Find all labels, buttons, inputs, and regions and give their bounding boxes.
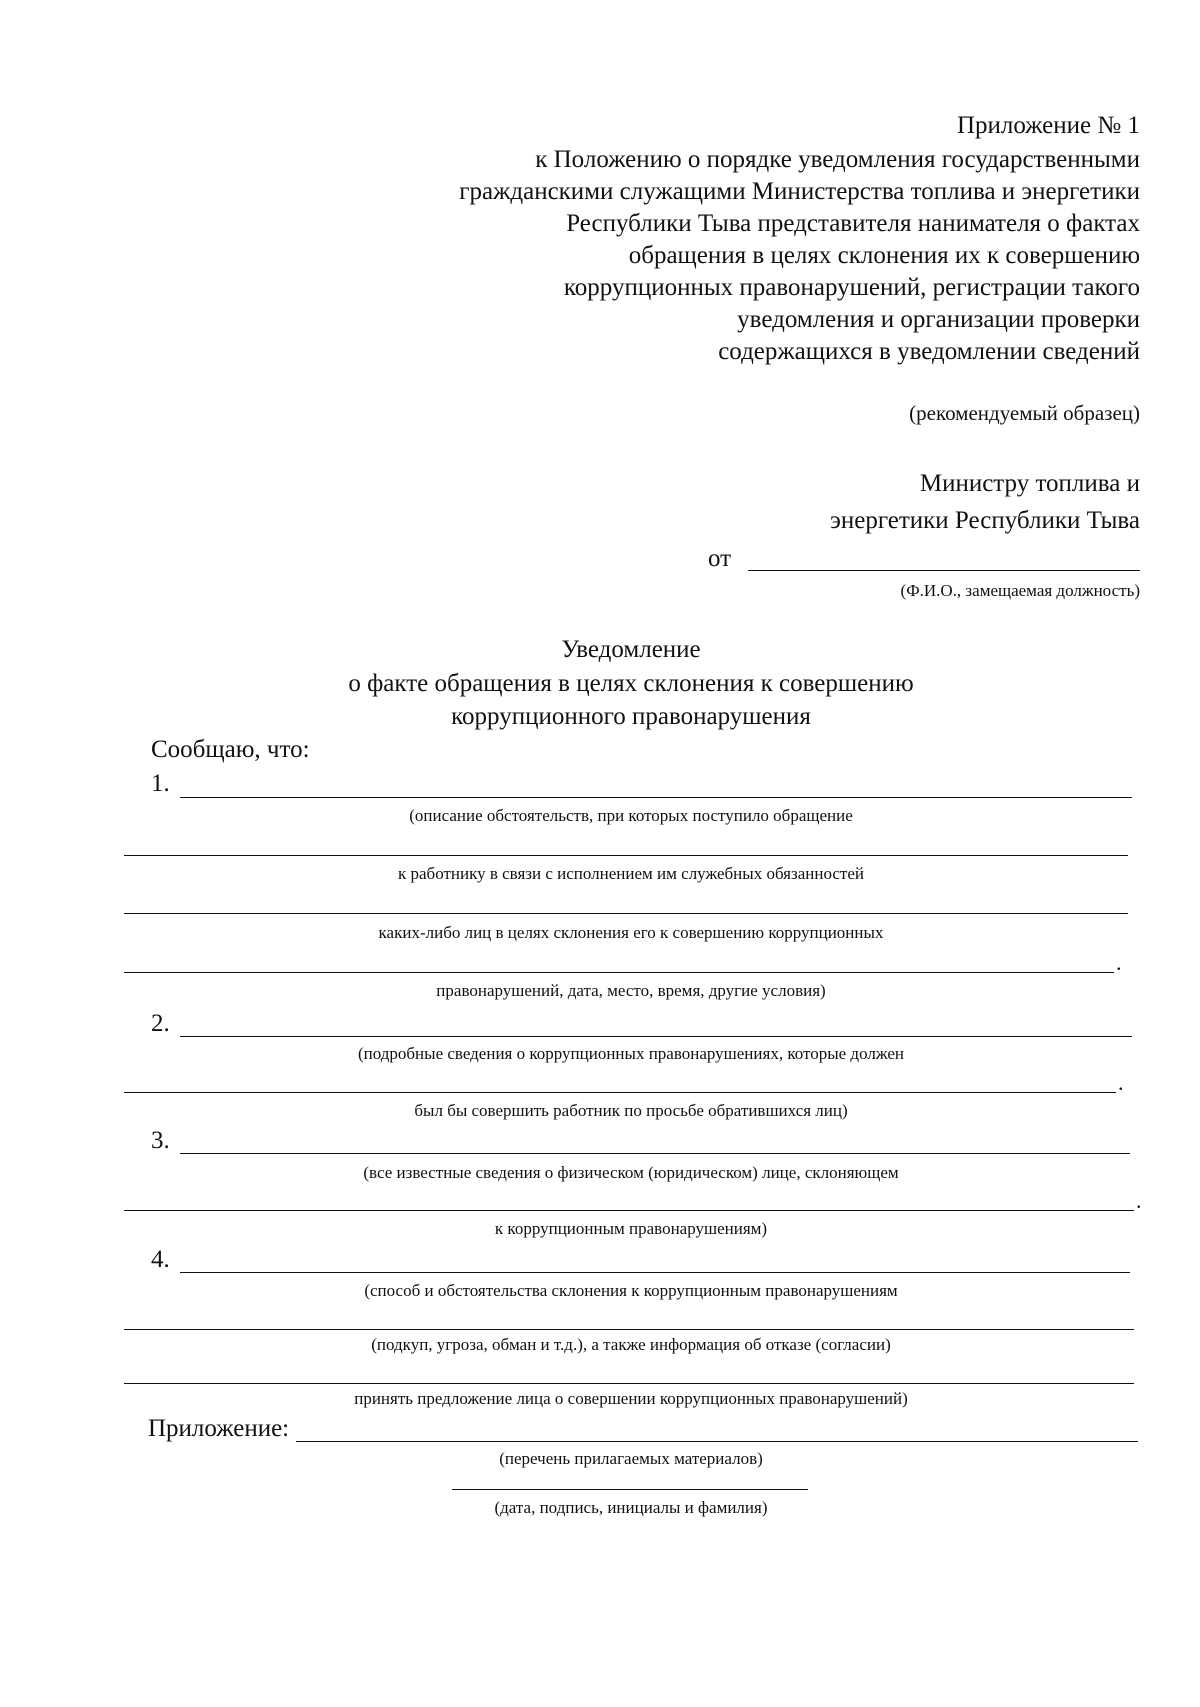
item-caption: каких-либо лиц в целях склонения его к совершению коррупционных [378, 923, 884, 942]
notice-subtitle: о факте обращения в целях склонения к совершению [348, 670, 914, 697]
from-label: от [708, 545, 732, 572]
notice-subtitle: коррупционного правонарушения [451, 703, 811, 730]
appendix-title: Приложение № 1 [956, 112, 1140, 139]
item-caption: (подкуп, угроза, обман и т.д.), а также информация об отказе (согласии) [371, 1335, 891, 1354]
item-caption: (подробные сведения о коррупционных правонарушениях, которые должен [357, 1044, 904, 1063]
sample-note: (рекомендуемый образец) [909, 401, 1140, 425]
appendix-line: уведомления и организации проверки [737, 306, 1140, 333]
item-number: 4. [151, 1246, 170, 1273]
item-3-field-line[interactable] [180, 1153, 1130, 1154]
item-caption: принять предложение лица о совершении коррупционных правонарушений) [354, 1389, 908, 1408]
item-2-field-line[interactable] [124, 1092, 1116, 1093]
item-3-field-line[interactable] [124, 1210, 1134, 1211]
item-4-field-line[interactable] [124, 1383, 1134, 1384]
item-2-field-line[interactable] [180, 1036, 1132, 1037]
appendix-line: коррупционных правонарушений, регистрации такого [563, 274, 1140, 301]
item-number: 1. [151, 770, 170, 797]
item-1-field-line[interactable] [124, 972, 1114, 973]
signature-field-line[interactable] [452, 1489, 808, 1490]
appendix-line: содержащихся в уведомлении сведений [718, 338, 1140, 365]
item-caption: (описание обстоятельств, при которых поступило обращение [409, 806, 853, 825]
item-caption: к работнику в связи с исполнением им служебных обязанностей [397, 864, 864, 883]
period-mark: . [1118, 1070, 1124, 1095]
period-mark: . [1136, 1188, 1142, 1213]
item-number: 2. [151, 1010, 170, 1037]
appendix-line: гражданскими служащими Министерства топлива и энергетики [459, 178, 1140, 205]
item-1-field-line[interactable] [124, 913, 1128, 914]
appendix-line: к Положению о порядке уведомления государственными [535, 146, 1140, 173]
notice-title: Уведомление [561, 636, 701, 663]
attachment-caption: (перечень прилагаемых материалов) [499, 1449, 763, 1468]
intro-text: Сообщаю, что: [151, 736, 310, 763]
from-field-line[interactable] [748, 570, 1140, 571]
item-caption: (все известные сведения о физическом (юридическом) лице, склоняющем [363, 1163, 899, 1182]
from-caption: (Ф.И.О., замещаемая должность) [900, 581, 1140, 600]
period-mark: . [1116, 950, 1122, 975]
addressee-line: энергетики Республики Тыва [830, 507, 1140, 534]
item-caption: правонарушений, дата, место, время, другие условия) [436, 981, 826, 1000]
appendix-line: Республики Тыва представителя нанимателя о фактах [566, 210, 1140, 237]
item-1-field-line[interactable] [124, 855, 1128, 856]
signature-caption: (дата, подпись, инициалы и фамилия) [494, 1498, 768, 1517]
item-4-field-line[interactable] [180, 1272, 1130, 1273]
item-4-field-line[interactable] [124, 1329, 1134, 1330]
attachment-field-line[interactable] [296, 1441, 1138, 1442]
item-number: 3. [151, 1127, 170, 1154]
item-caption: к коррупционным правонарушениям) [494, 1219, 768, 1238]
attachment-label: Приложение: [148, 1415, 290, 1442]
item-caption: был бы совершить работник по просьбе обратившихся лиц) [414, 1101, 848, 1120]
item-1-field-line[interactable] [180, 797, 1132, 798]
item-caption: (способ и обстоятельства склонения к коррупционным правонарушениям [364, 1281, 898, 1300]
addressee-line: Министру топлива и [919, 470, 1140, 497]
appendix-line: обращения в целях склонения их к совершению [628, 242, 1140, 269]
